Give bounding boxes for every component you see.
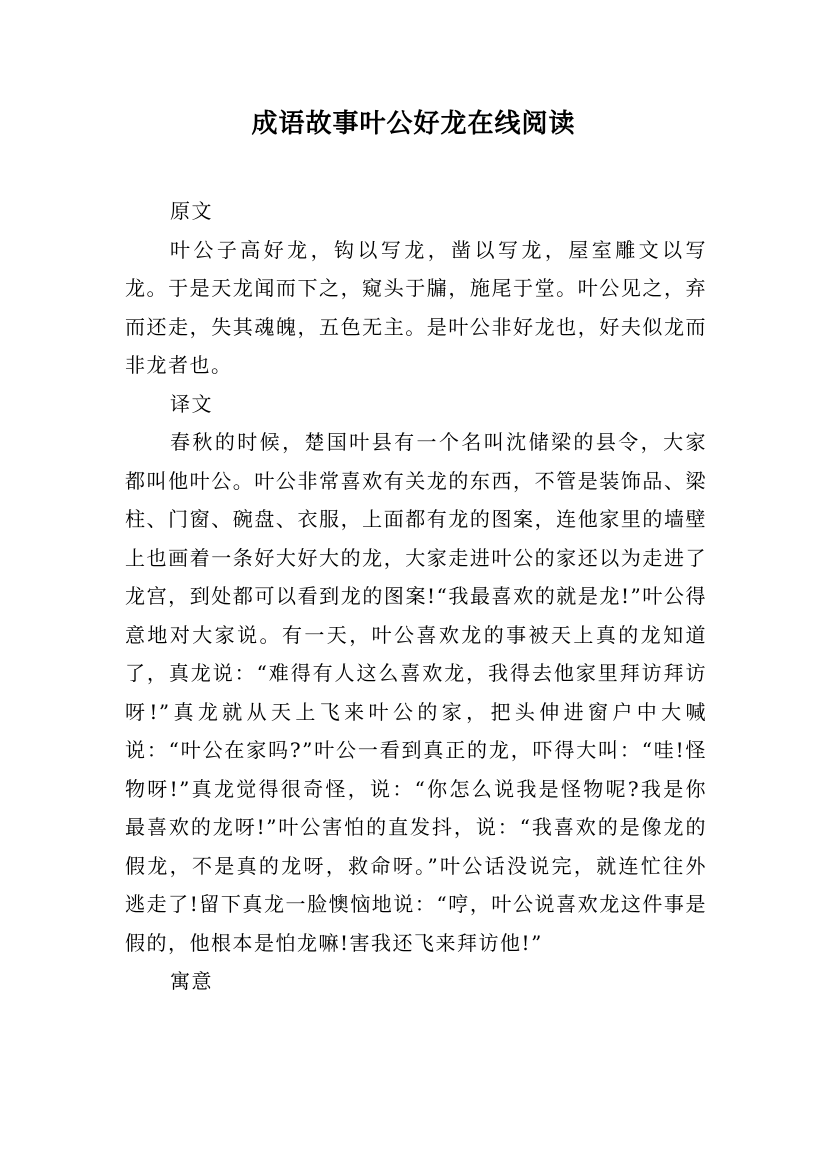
page-title: 成语故事叶公好龙在线阅读 — [251, 109, 576, 139]
document-body — [125, 192, 707, 1001]
section-heading-moral: 寓意 — [170, 969, 213, 993]
section-text-original: 叶公子高好龙，钩以写龙，凿以写龙，屋室雕文以写龙。于是天龙闻而下之，窥头于牖，施尾于堂。叶公见之，弃而还走，失其魂魄，五色无主。是叶公非好龙也，好夫似龙而非龙者也。 — [125, 237, 707, 377]
section-heading-translation: 译文 — [170, 391, 213, 416]
section-text-translation: 春秋的时候，楚国叶县有一个名叫沈储梁的县令，大家都叫他叶公。叶公非常喜欢有关龙的东西，不管是装饰品、梁柱、门窗、碗盘、衣服，上面都有龙的图案，连他家里的墙壁上也画着一条好大好大的龙，大家走进叶公的家还以为走进了龙宫，到处都可以看到龙的图案!“我最喜欢的就是龙!”叶公得意地对大家说。有一天，叶公喜欢龙的事被天上真的龙知道了，真龙说：“难得有人这么喜欢龙，我得去他家里拜访拜访呀!”真龙就从天上飞来叶公的家，把头伸进窗户中大喊说：“叶公在家吗?”叶公一看到真正的龙，吓得大叫：“哇!怪物呀!”真龙觉得很奇怪，说：“你怎么说我是怪物呢?我是你最喜欢的龙呀!”叶公害怕的直发抖，说：“我喜欢的是像龙的假龙，不是真的龙呀，救命呀。”叶公话没说完，就连忙往外逃走了!留下真龙一脸懊恼地说：“哼，叶公说喜欢龙这件事是假的，他根本是怕龙嘛!害我还飞来拜访他!” — [125, 430, 707, 955]
section-heading-original: 原文 — [170, 199, 213, 223]
